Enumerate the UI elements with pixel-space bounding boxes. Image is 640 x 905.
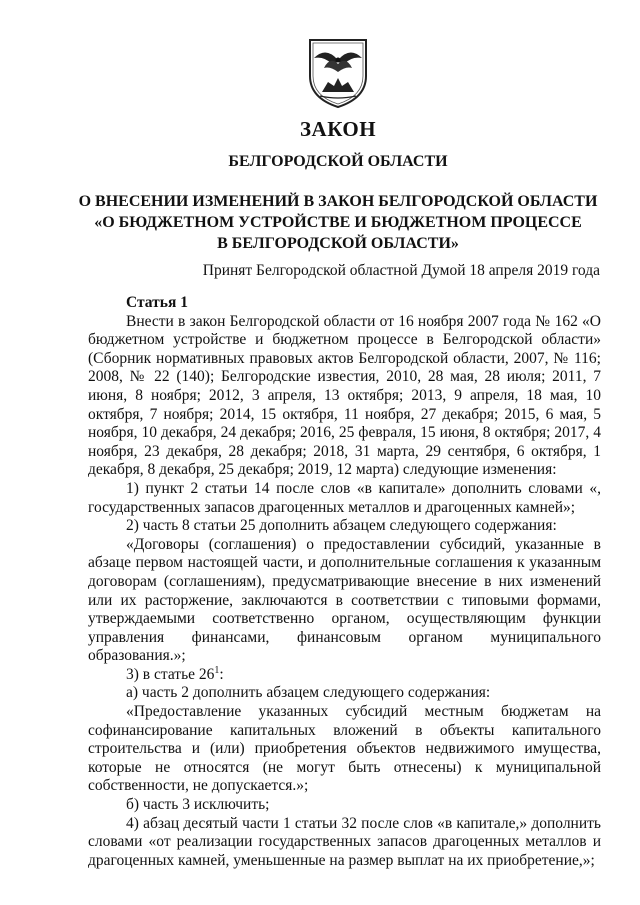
superscript: 1	[214, 664, 220, 676]
paragraph-tail: :	[219, 665, 224, 683]
paragraph	[88, 666, 601, 685]
document-subtitle: БЕЛГОРОДСКОЙ ОБЛАСТИ	[228, 153, 448, 170]
paragraph: «Предоставление указанных субсидий местным бюджетам на софинансирование капитальных вложений в объекты капитального строительства и (или) приобретения объектов недвижимого имущества, которые не относятся (не могут быть отнесены) к муниципальной собственности, не допускается.»;	[88, 703, 601, 795]
document-body	[88, 294, 601, 870]
document-heading	[0, 191, 640, 254]
heading-line: В БЕЛГОРОДСКОЙ ОБЛАСТИ»	[217, 235, 459, 252]
paragraph: 1) пункт 2 статьи 14 после слов «в капитале» дополнить словами «, государственных запасов драгоценных металлов и драгоценных камней»;	[88, 479, 601, 516]
paragraph: «Договоры (соглашения) о предоставлении субсидий, указанные в абзаце первом настоящей части, и дополнительные соглашения к указанным договорам (соглашениям), предусматривающие внесение в них изменений или их расторжение, заключаются в соответствии с типовыми формами, утверждаемыми соответственно органом, осуществляющим функции управления финансами, финансовым органом муниципального образования.»;	[88, 535, 601, 665]
coat-of-arms-icon	[296, 36, 380, 110]
heading-line: «О БЮДЖЕТНОМ УСТРОЙСТВЕ И БЮДЖЕТНОМ ПРОЦЕССЕ	[94, 214, 582, 231]
paragraph: б) часть 3 исключить;	[126, 796, 270, 814]
paragraph: Внести в закон Белгородской области от 16 ноября 2007 года № 162 «О бюджетном устройстве и бюджетном процессе в Белгородской области» (Сборник нормативных правовых актов Белгородской области, 2007, № 116; 2008, № 22 (140); Белгородские известия, 2010, 28 мая, 28 июля; 2011, 7 июня, 8 ноября; 2012, 3 апреля, 13 октября; 2013, 9 апреля, 18 мая, 10 октября, 7 ноября; 2014, 15 октября, 11 ноября, 27 декабря; 2015, 6 мая, 5 ноября, 10 декабря, 24 декабря; 2016, 25 февраля, 15 июня, 8 октября; 2017, 4 ноября, 23 декабря, 28 декабря; 2018, 31 марта, 29 сентября, 6 октября, 1 декабря, 8 декабря, 25 декабря; 2019, 12 марта) следующие изменения:	[88, 312, 601, 479]
article-title: Статья 1	[126, 294, 188, 311]
paragraph-text: 3) в статье 26	[126, 665, 215, 683]
paragraph: 2) часть 8 статьи 25 дополнить абзацем следующего содержания:	[126, 517, 557, 535]
paragraph: а) часть 2 дополнить абзацем следующего содержания:	[126, 684, 491, 702]
document-title: ЗАКОН	[299, 117, 377, 141]
heading-line: О ВНЕСЕНИИ ИЗМЕНЕНИЙ В ЗАКОН БЕЛГОРОДСКОЙ ОБЛАСТИ	[78, 193, 598, 210]
adoption-note: Принят Белгородской областной Думой 18 апреля 2019 года	[202, 262, 600, 279]
paragraph: 4) абзац десятый части 1 статьи 32 после слов «в капитале,» дополнить словами «от реализации государственных запасов драгоценных металлов и драгоценных камней, уменьшенные на размер выплат на их приобретение,»;	[88, 814, 601, 869]
